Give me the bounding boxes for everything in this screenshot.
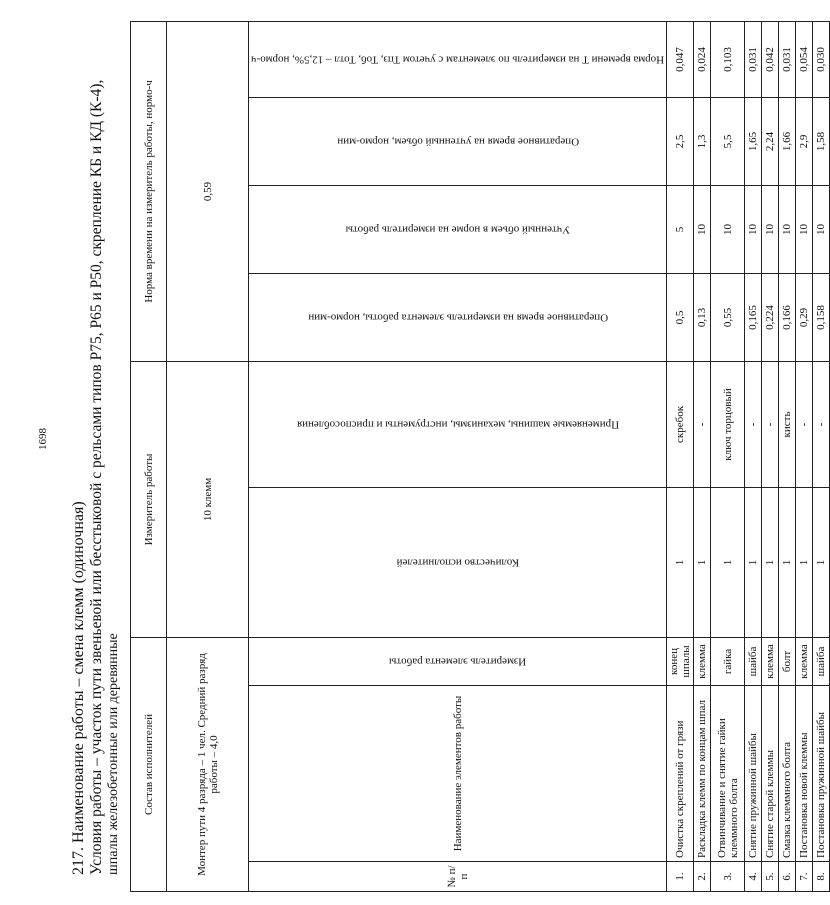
row-meter: клемма: [694, 637, 711, 685]
row-tools: -: [694, 361, 711, 487]
col-header-op-time-volume: Оперативное время на учтенный объем, нормо-мин: [249, 97, 667, 185]
row-tools: кисть: [779, 361, 796, 487]
row-meter: шайба: [813, 637, 830, 685]
row-performers: 1: [796, 487, 813, 637]
row-name: Раскладка клемм по концам шпал: [694, 686, 711, 862]
row-op-time: 0,29: [796, 273, 813, 361]
row-norm-t: 0,030: [813, 21, 830, 97]
row-name: Отвинчивание и снятие гайки клеммного болта: [711, 686, 745, 862]
header-crew: Состав исполнителей: [131, 637, 167, 891]
row-op-volume: 2,5: [667, 97, 694, 185]
row-op-volume: 2,24: [762, 97, 779, 185]
row-norm-t: 0,042: [762, 21, 779, 97]
header-row-columns: [249, 21, 667, 891]
row-norm-t: 0,031: [745, 21, 762, 97]
row-volume: 10: [813, 185, 830, 273]
row-volume: 10: [711, 185, 745, 273]
table-row: [779, 21, 796, 891]
row-meter: клемма: [762, 637, 779, 685]
table-row: [745, 21, 762, 891]
row-meter: конец шпалы: [667, 637, 694, 685]
page-number: 1698: [37, 428, 49, 450]
row-performers: 1: [711, 487, 745, 637]
table-row: [796, 21, 813, 891]
work-conditions: Условия работы – участок пути звеньевой или бесстыковой с рельсами типов Р75, Р65 и Р50, скрепление КБ и КД (К-4),: [88, 79, 105, 875]
col-header-norm-t: Норма времени Т на измеритель по элементам с учетом Тпз, Тоб, Тотл – 12,5%, нормо-ч: [249, 21, 667, 97]
meter-value: 10 клемм: [167, 361, 249, 637]
row-norm-t: 0,031: [779, 21, 796, 97]
table-row: [667, 21, 694, 891]
row-volume: 5: [667, 185, 694, 273]
row-tools: скребок: [667, 361, 694, 487]
row-op-time: 0,13: [694, 273, 711, 361]
table-row: [711, 21, 745, 891]
norms-table: [130, 21, 830, 892]
header-norm: Норма времени на измеритель работы, нормо-ч: [131, 21, 167, 361]
row-volume: 10: [779, 185, 796, 273]
col-header-num: № п/п: [249, 862, 667, 892]
row-norm-t: 0,054: [796, 21, 813, 97]
row-op-time: 0,5: [667, 273, 694, 361]
row-performers: 1: [694, 487, 711, 637]
row-name: Постановка пружинной шайбы: [813, 686, 830, 862]
row-name: Очистка скреплений от грязи: [667, 686, 694, 862]
row-num: 5.: [762, 862, 779, 892]
row-tools: ключ торцовый: [711, 361, 745, 487]
row-name: Снятие старой клеммы: [762, 686, 779, 862]
row-op-time: 0,158: [813, 273, 830, 361]
header-row-groups: [131, 21, 167, 891]
row-tools: -: [762, 361, 779, 487]
norm-value: 0,59: [167, 21, 249, 361]
row-meter: шайба: [745, 637, 762, 685]
crew-value: Монтер пути 4 разряда – 1 чел. Средний разряд работы – 4,0: [167, 637, 249, 891]
col-header-performers: Количество исполнителей: [249, 487, 667, 637]
row-tools: -: [796, 361, 813, 487]
row-num: 2.: [694, 862, 711, 892]
col-header-name: Наименование элементов работы: [249, 686, 667, 862]
row-volume: 10: [762, 185, 779, 273]
row-volume: 10: [796, 185, 813, 273]
row-op-time: 0,166: [779, 273, 796, 361]
row-performers: 1: [745, 487, 762, 637]
row-op-time: 0,224: [762, 273, 779, 361]
row-name: Постановка новой клеммы: [796, 686, 813, 862]
document-heading: [70, 15, 122, 875]
row-num: 1.: [667, 862, 694, 892]
work-title: 217. Наименование работы – смена клемм (одиночная): [70, 501, 87, 875]
work-conditions-continued: шпалы железобетонные или деревянные: [106, 633, 121, 875]
header-meter: Измеритель работы: [131, 361, 167, 637]
row-num: 6.: [779, 862, 796, 892]
row-num: 3.: [711, 862, 745, 892]
col-header-op-time-element: Оперативное время на измеритель элемента работы, нормо-мин: [249, 273, 667, 361]
row-op-time: 0,55: [711, 273, 745, 361]
row-num: 8.: [813, 862, 830, 892]
row-tools: -: [813, 361, 830, 487]
row-performers: 1: [667, 487, 694, 637]
row-norm-t: 0,103: [711, 21, 745, 97]
row-meter: гайка: [711, 637, 745, 685]
row-op-volume: 1,65: [745, 97, 762, 185]
row-tools: -: [745, 361, 762, 487]
row-op-time: 0,165: [745, 273, 762, 361]
row-op-volume: 1,58: [813, 97, 830, 185]
row-meter: клемма: [796, 637, 813, 685]
row-performers: 1: [762, 487, 779, 637]
row-op-volume: 5,5: [711, 97, 745, 185]
row-performers: 1: [813, 487, 830, 637]
table-row: [762, 21, 779, 891]
row-num: 7.: [796, 862, 813, 892]
row-performers: 1: [779, 487, 796, 637]
row-name: Смазка клеммного болта: [779, 686, 796, 862]
col-header-tools: Применяемые машины, механизмы, инструменты и приспособления: [249, 361, 667, 487]
row-name: Снятие пружинной шайбы: [745, 686, 762, 862]
col-header-element-meter: Измеритель элемента работы: [249, 637, 667, 685]
row-norm-t: 0,024: [694, 21, 711, 97]
row-meter: болт: [779, 637, 796, 685]
table-row: [813, 21, 830, 891]
header-row-values: [167, 21, 249, 891]
col-header-counted-volume: Учтенный объем в норме на измеритель работы: [249, 185, 667, 273]
row-num: 4.: [745, 862, 762, 892]
row-volume: 10: [745, 185, 762, 273]
row-volume: 10: [694, 185, 711, 273]
row-op-volume: 2,9: [796, 97, 813, 185]
row-op-volume: 1,66: [779, 97, 796, 185]
row-op-volume: 1,3: [694, 97, 711, 185]
row-norm-t: 0,047: [667, 21, 694, 97]
table-row: [694, 21, 711, 891]
